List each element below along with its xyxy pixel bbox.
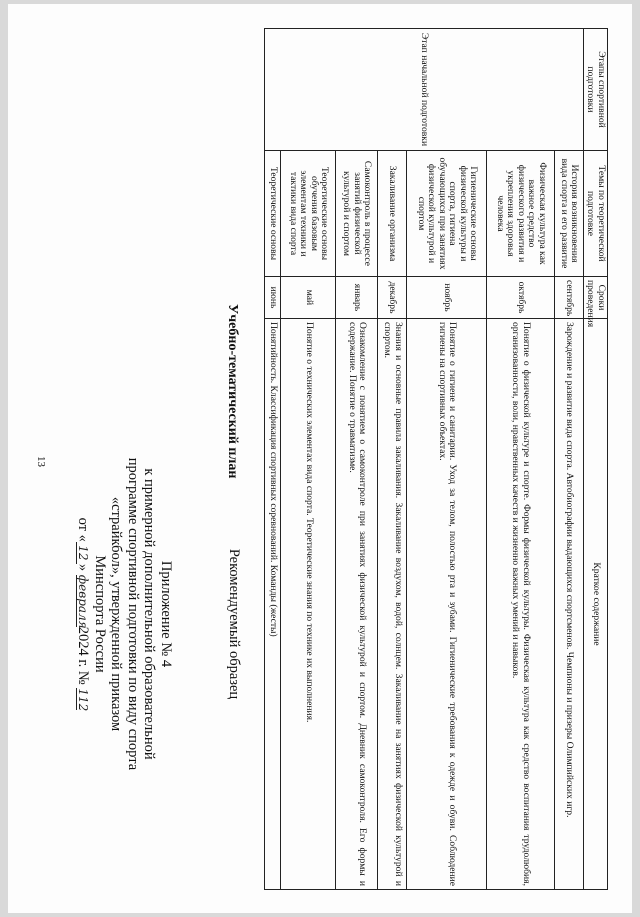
table-row [377,29,406,890]
term-cell: июнь [265,277,281,319]
plan-title: Учебно-тематический план [225,304,240,479]
table-header-row [583,29,607,890]
term-cell: май [281,277,336,319]
order-number: 112 [76,688,91,712]
topic-cell: История возникновения вида спорта и его развитие [554,151,583,277]
page-number: 13 [35,456,47,467]
date-prefix: от « [75,517,92,542]
table-row [554,29,583,890]
table-row [487,29,554,890]
header-term: Сроки проведения [583,277,607,319]
appendix-header [75,354,174,874]
term-cell: декабрь [377,277,406,319]
topic-cell: Гигиенические основы физической культуры и спорта, гигиена обучающихся при занятиях физической культурой и спортом [407,151,487,277]
topic-cell: Теоретические основы обучения базовым элементам техники и тактики вида спорта [281,151,336,277]
table-row [336,29,378,890]
table-row [407,29,487,890]
sample-label: Рекомендуемый образец [226,548,242,700]
date-mid: » [75,563,92,572]
date-month: февраля [76,574,91,629]
plan-table [264,28,608,890]
topic-cell: Теоретические основы [265,151,281,277]
header-content: Краткое содержание [583,319,607,890]
topic-cell: Самоконтроль в процессе занятий физической культурой и спортом [336,151,378,277]
term-cell: октябрь [487,277,554,319]
appendix-title: Приложение № 4 [158,560,174,668]
table-row [265,29,281,890]
stage-cell: Этап начальной подготовки [265,29,584,151]
header-topic: Темы по теоретической подготовке [583,151,607,277]
content-cell: Зарождение и развитие вида спорта. Автобиографии выдающихся спортсменов. Чемпионы и призеры Олимпийских игр. [554,319,583,890]
date-day: 12 [76,542,89,564]
header-stage: Этапы спортивной подготовки [583,29,607,151]
topic-cell: Закаливание организма [377,151,406,277]
date-year: 2024 г. № [75,626,92,685]
appendix-line: к примерной дополнительной образовательной [141,468,158,760]
appendix-date [75,354,92,874]
appendix-line: «страйкбол», утвержденной приказом [108,496,125,732]
content-cell: Понятие о гигиене и санитарии. Уход за телом, полостью рта и зубами. Гигиенические требования к одежде и обуви. Соблюдение гигиены на спортивных объектах. [407,319,487,890]
term-cell: январь [336,277,378,319]
appendix-line: Минспорта России [92,555,108,673]
document-page [8,4,632,913]
content-cell: Понятийность. Классификация спортивных соревнований. Команды (жесты) [265,319,281,890]
table-row [281,29,336,890]
landscape-page [8,4,632,913]
term-cell: ноябрь [407,277,487,319]
topic-cell: Физическая культура как важное средство физического развития и укрепления здоровья человека [487,151,554,277]
term-cell: сентябрь [554,277,583,319]
content-cell: Понятие о технических элементах вида спорта. Теоретические знания по технике их выполнения. [281,319,336,890]
appendix-line: программе спортивной подготовки по виду спорта [125,457,141,771]
content-cell: Понятие о физической культуре и спорте. Формы физической культуры. Физическая культура как средство воспитания трудолюбия, организованности, воли, нравственных качеств и жизненно важных умений и навыков. [487,319,554,890]
content-cell: Ознакомление с понятием о самоконтроле при занятиях физической культурой и спортом. Дневник самоконтроля. Его формы и содержание. Понятие о травматизме. [336,319,378,890]
content-cell: Знания и основные правила закаливания. Закаливание воздухом, водой, солнцем. Закаливание на занятиях физической культурой и спортом. [377,319,406,890]
